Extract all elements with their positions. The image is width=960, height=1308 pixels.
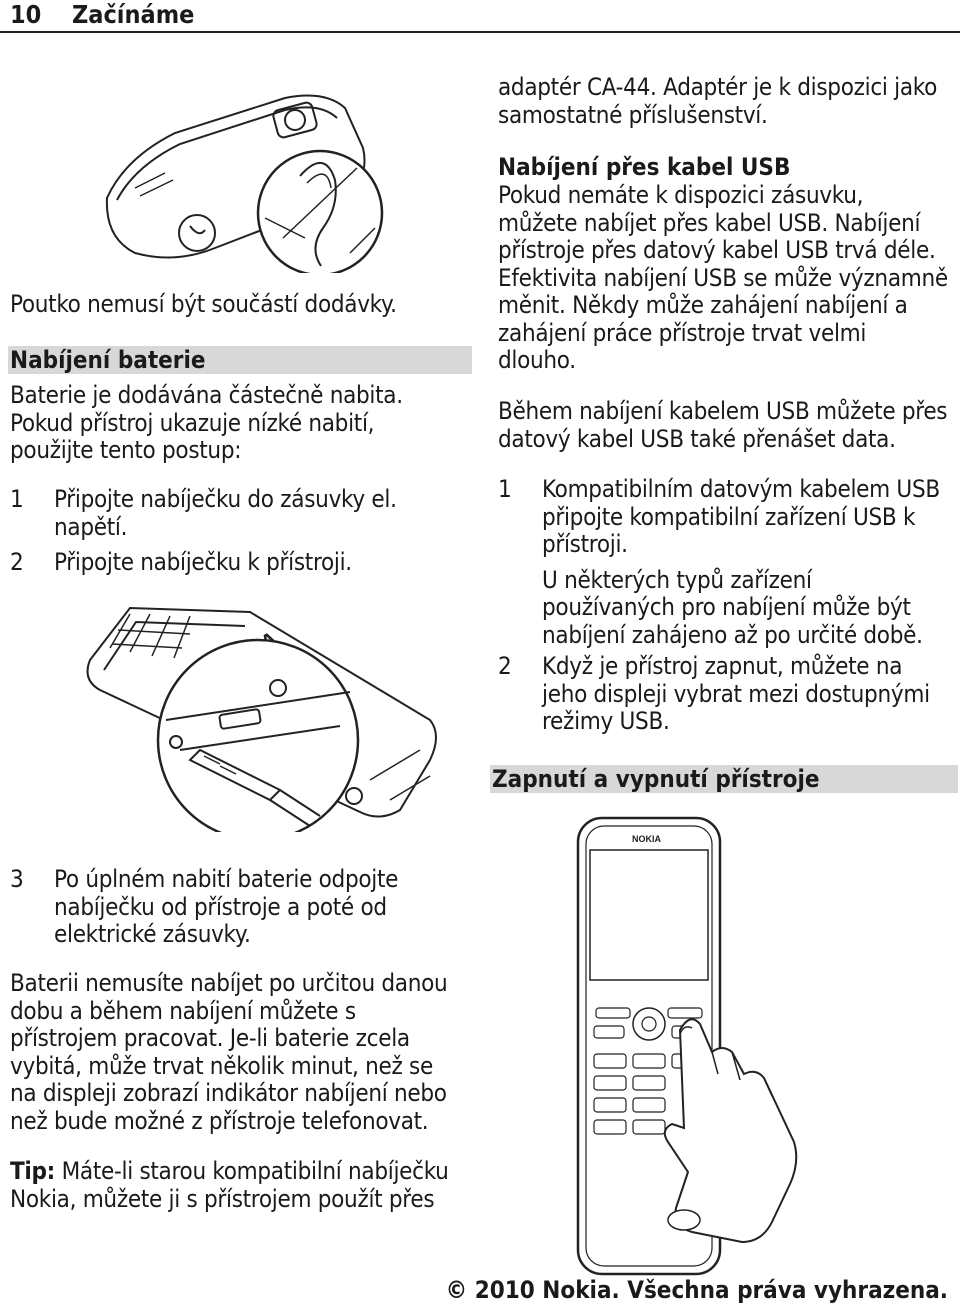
step-text: režimy USB.	[542, 707, 670, 735]
tip-text: Nokia, můžete ji s přístrojem použít přes	[10, 1184, 435, 1213]
usb-line: zahájení práce přístroje trvat velmi	[498, 318, 867, 347]
tip-label: Tip:	[10, 1157, 56, 1185]
list-item	[10, 549, 470, 577]
usb-line: měnit. Někdy může zahájení nabíjení a	[498, 291, 908, 319]
footer-copyright: © 2010 Nokia. Všechna práva vyhrazena.	[445, 1276, 948, 1304]
usb-section-title: Nabíjení přes kabel USB	[498, 153, 791, 181]
header-rule	[0, 31, 960, 33]
chapter-title: Začínáme	[72, 0, 195, 29]
usb-line: Efektivita nabíjení USB se může významně	[498, 263, 948, 292]
intro-line: Baterie je dodávána částečně nabita.	[10, 381, 403, 409]
note-line: přístrojem pracovat. Je-li baterie zcela	[10, 1024, 410, 1052]
step-number: 3	[10, 865, 24, 893]
list-item	[498, 476, 958, 649]
intro-line: Pokud přístroj ukazuje nízké nabití,	[10, 408, 375, 437]
step-text: Když je přístroj zapnut, můžete na	[542, 652, 903, 680]
step-text: jeho displeji vybrat mezi dostupnými	[542, 679, 930, 708]
list-item	[498, 653, 958, 736]
continuation-text	[498, 74, 958, 129]
usb-paragraph-1	[498, 182, 958, 375]
tip-text: Máte-li starou kompatibilní nabíječku	[55, 1157, 449, 1185]
usb-line: datový kabel USB také přenášet data.	[498, 424, 896, 453]
battery-step-3	[10, 866, 470, 949]
battery-note	[10, 970, 480, 1135]
strap-caption: Poutko nemusí být součástí dodávky.	[10, 290, 397, 318]
step-text: elektrické zásuvky.	[54, 920, 251, 948]
usb-line: Pokud nemáte k dispozici zásuvku,	[498, 181, 864, 209]
usb-steps	[498, 476, 958, 736]
step-text: napětí.	[54, 512, 128, 541]
usb-line: Během nabíjení kabelem USB můžete přes	[498, 397, 948, 425]
step-text: připojte kompatibilní zařízení USB k	[542, 502, 916, 531]
step-number: 2	[498, 652, 512, 680]
tip-block	[10, 1158, 480, 1213]
continuation-line: adaptér CA-44. Adaptér je k dispozici jako	[498, 73, 938, 101]
step-text: Po úplném nabití baterie odpojte	[54, 865, 399, 893]
step-text: přístroji.	[542, 530, 628, 558]
intro-line: použijte tento postup:	[10, 436, 242, 464]
step-subtext: nabíjení zahájeno až po určité době.	[542, 620, 923, 649]
charger-plug-illustration	[70, 600, 460, 832]
step-subtext: U některých typů zařízení	[542, 565, 812, 594]
battery-intro	[10, 382, 470, 465]
usb-line: můžete nabíjet přes kabel USB. Nabíjení	[498, 208, 921, 237]
battery-steps	[10, 486, 470, 577]
step-text: Kompatibilním datovým kabelem USB	[542, 475, 940, 503]
note-line: než bude možné z přístroje telefonovat.	[10, 1106, 429, 1135]
list-item	[10, 486, 470, 541]
note-line: na displeji zobrazí indikátor nabíjení nebo	[10, 1079, 447, 1107]
note-line: dobu a během nabíjení můžete s	[10, 996, 356, 1025]
list-item	[10, 866, 470, 949]
step-number: 2	[10, 548, 24, 576]
step-text: Připojte nabíječku k přístroji.	[54, 548, 352, 576]
note-line: Baterii nemusíte nabíjet po určitou danou	[10, 969, 448, 997]
continuation-line: samostatné příslušenství.	[498, 100, 768, 129]
step-number: 1	[10, 485, 24, 513]
power-section-title: Zapnutí a vypnutí přístroje	[490, 765, 958, 793]
phone-back-strap-illustration	[95, 88, 395, 273]
usb-line: přístroje přes datový kabel USB trvá déle.	[498, 236, 936, 264]
step-number: 1	[498, 475, 512, 503]
step-subtext: používaných pro nabíjení může být	[542, 593, 911, 621]
note-line: vybitá, může trvat několik minut, než se	[10, 1051, 433, 1080]
battery-section-title: Nabíjení baterie	[8, 346, 472, 374]
page-number: 10	[10, 0, 42, 29]
phone-power-key-illustration	[572, 812, 802, 1282]
usb-line: dlouho.	[498, 346, 576, 374]
step-text: Připojte nabíječku do zásuvky el.	[54, 485, 397, 513]
usb-paragraph-2	[498, 398, 958, 453]
phone-logo: NOKIA	[632, 834, 661, 844]
step-text: nabíječku od přístroje a poté od	[54, 892, 387, 921]
